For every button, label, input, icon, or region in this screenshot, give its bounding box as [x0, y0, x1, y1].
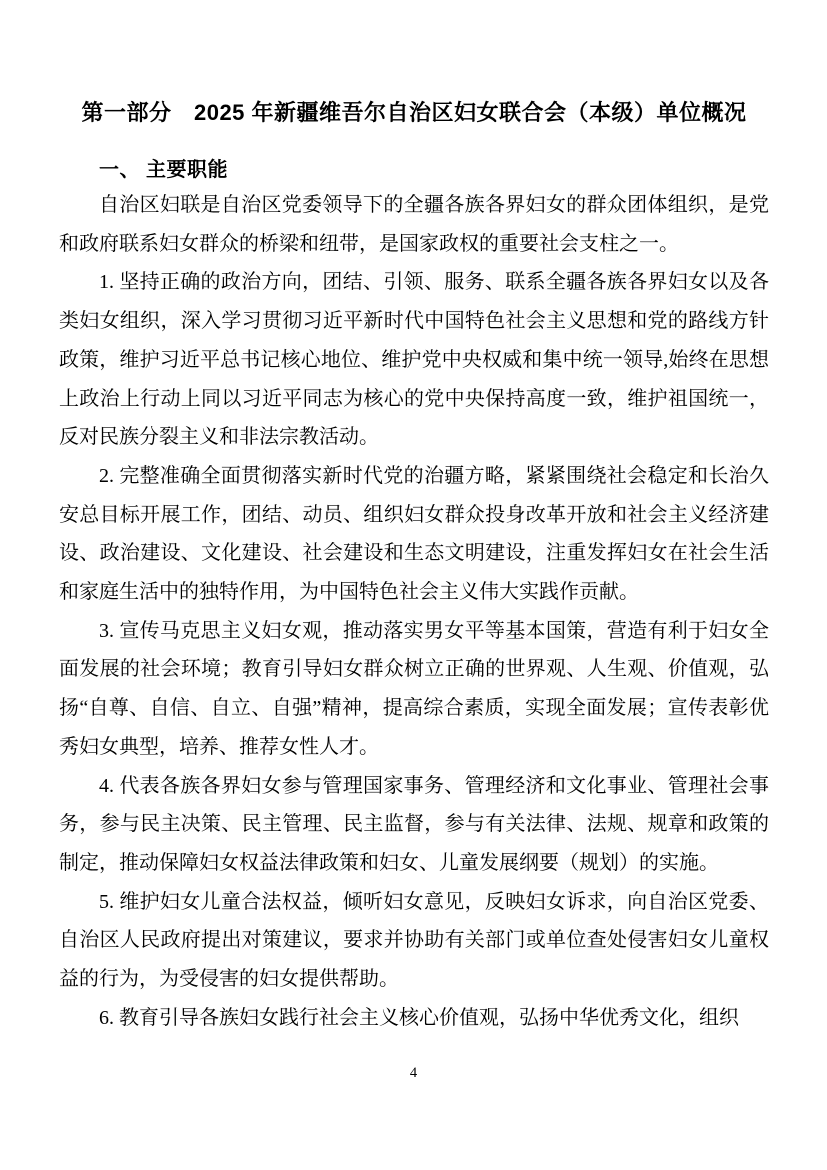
paragraph-intro: 自治区妇联是自治区党委领导下的全疆各族各界妇女的群众团体组织，是党和政府联系妇女群众的桥梁和纽带，是国家政权的重要社会支柱之一。 — [59, 194, 769, 255]
paragraph-item-4: 4. 代表各族各界妇女参与管理国家事务、管理经济和文化事业、管理社会事务，参与民主决策、民主管理、民主监督，参与有关法律、法规、规章和政策的制定，推动保障妇女权益法律政策和妇女、儿童发展纲要（规划）的实施。 — [59, 774, 769, 874]
paragraph-item-1: 1. 坚持正确的政治方向，团结、引领、服务、联系全疆各族各界妇女以及各类妇女组织，深入学习贯彻习近平新时代中国特色社会主义思想和党的路线方针政策，维护习近平总书记核心地位、维护党中央权威和集中统一领导,始终在思想上政治上行动上同以习近平同志为核心的党中央保持高度一致，维护祖国统一，反对民族分裂主义和非法宗教活动。 — [59, 271, 769, 449]
paragraph-item-6: 6. 教育引导各族妇女践行社会主义核心价值观，弘扬中华优秀文化，组织 — [99, 1006, 739, 1029]
paragraph-item-5: 5. 维护妇女儿童合法权益，倾听妇女意见，反映妇女诉求，向自治区党委、自治区人民政府提出对策建议，要求并协助有关部门或单位查处侵害妇女儿童权益的行为，为受侵害的妇女提供帮助。 — [59, 890, 769, 991]
page-title: 第一部分 2025 年新疆维吾尔自治区妇女联合会（本级）单位概况 — [81, 100, 747, 125]
section-heading-main-functions: 一、 主要职能 — [99, 159, 229, 181]
page-number: 4 — [409, 1065, 418, 1081]
document-content — [59, 0, 769, 1037]
paragraph-item-2: 2. 完整准确全面贯彻落实新时代党的治疆方略，紧紧围绕社会稳定和长治久安总目标开展工作，团结、动员、组织妇女群众投身改革开放和社会主义经济建设、政治建设、文化建设、社会建设和生态文明建设，注重发挥妇女在社会生活和家庭生活中的独特作用，为中国特色社会主义伟大实践作贡献。 — [59, 464, 769, 604]
paragraph-item-3: 3. 宣传马克思主义妇女观，推动落实男女平等基本国策，营造有利于妇女全面发展的社会环境；教育引导妇女群众树立正确的世界观、人生观、价值观，弘扬“自尊、自信、自立、自强”精神，提高综合素质，实现全面发展；宣传表彰优秀妇女典型，培养、推荐女性人才。 — [59, 619, 769, 758]
